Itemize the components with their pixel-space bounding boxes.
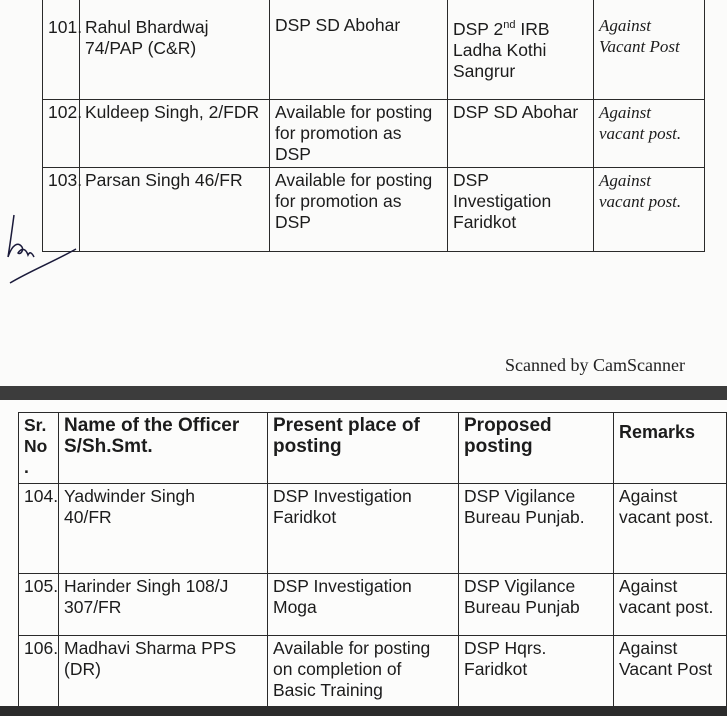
table-row <box>43 0 705 100</box>
remarks-cell: Against Vacant Post <box>614 636 727 707</box>
header-sr-no: Sr. No . <box>19 413 59 484</box>
officer-name-cell: Parsan Singh 46/FR <box>80 168 270 252</box>
sr-no-cell: 101. <box>43 0 80 100</box>
sr-no-cell: 103. <box>43 168 80 252</box>
posting-table-bottom <box>18 412 727 706</box>
posting-table-top <box>42 0 705 252</box>
present-posting-cell: DSP SD Abohar <box>270 0 448 100</box>
proposed-posting-cell: DSP Vigilance Bureau Punjab <box>459 574 614 636</box>
page-separator <box>0 386 727 400</box>
table-row <box>43 100 705 168</box>
table-header-row <box>19 413 727 484</box>
header-proposed-posting: Proposed posting <box>459 413 614 484</box>
proposed-posting-cell: DSP Investigation Faridkot <box>448 168 594 252</box>
remarks-cell: Against Vacant Post <box>594 0 705 100</box>
header-officer-name: Name of the Officer S/Sh.Smt. <box>59 413 268 484</box>
camscanner-footer: Scanned by CamScanner <box>505 355 685 375</box>
present-posting-cell: DSP Investigation Faridkot <box>268 484 459 574</box>
officer-name-cell: Madhavi Sharma PPS (DR) <box>59 636 268 707</box>
handwritten-signature <box>0 205 90 295</box>
present-posting-cell: Available for posting on completion of Basic Training <box>268 636 459 707</box>
proposed-posting-cell: DSP Vigilance Bureau Punjab. <box>459 484 614 574</box>
present-posting-cell: DSP Investigation Moga <box>268 574 459 636</box>
table-row <box>19 636 727 707</box>
remarks-cell: Against vacant post. <box>614 484 727 574</box>
sr-no-cell: 106. <box>19 636 59 707</box>
remarks-cell: Against vacant post. <box>614 574 727 636</box>
sr-no-cell: 105. <box>19 574 59 636</box>
officer-name-cell: Yadwinder Singh 40/FR <box>59 484 268 574</box>
table-row <box>19 484 727 574</box>
present-posting-cell: Available for posting for promotion as DSP <box>270 100 448 168</box>
officer-name-cell: Kuldeep Singh, 2/FDR <box>80 100 270 168</box>
officer-name-cell: Rahul Bhardwaj 74/PAP (C&R) <box>80 0 270 100</box>
remarks-cell: Against vacant post. <box>594 100 705 168</box>
sr-no-cell: 102. <box>43 100 80 168</box>
sr-no-cell: 104. <box>19 484 59 574</box>
proposed-posting-cell: DSP SD Abohar <box>448 100 594 168</box>
header-present-posting: Present place of posting <box>268 413 459 484</box>
table-row <box>19 574 727 636</box>
scanned-page-bottom <box>0 400 727 706</box>
proposed-posting-cell: DSP Hqrs. Faridkot <box>459 636 614 707</box>
bottom-taskbar <box>0 706 727 716</box>
officer-name-cell: Harinder Singh 108/J 307/FR <box>59 574 268 636</box>
header-remarks: Remarks <box>614 413 727 484</box>
table-row <box>43 168 705 252</box>
remarks-cell: Against vacant post. <box>594 168 705 252</box>
proposed-posting-cell: DSP 2nd IRB Ladha Kothi Sangrur <box>448 0 594 100</box>
present-posting-cell: Available for posting for promotion as DSP <box>270 168 448 252</box>
